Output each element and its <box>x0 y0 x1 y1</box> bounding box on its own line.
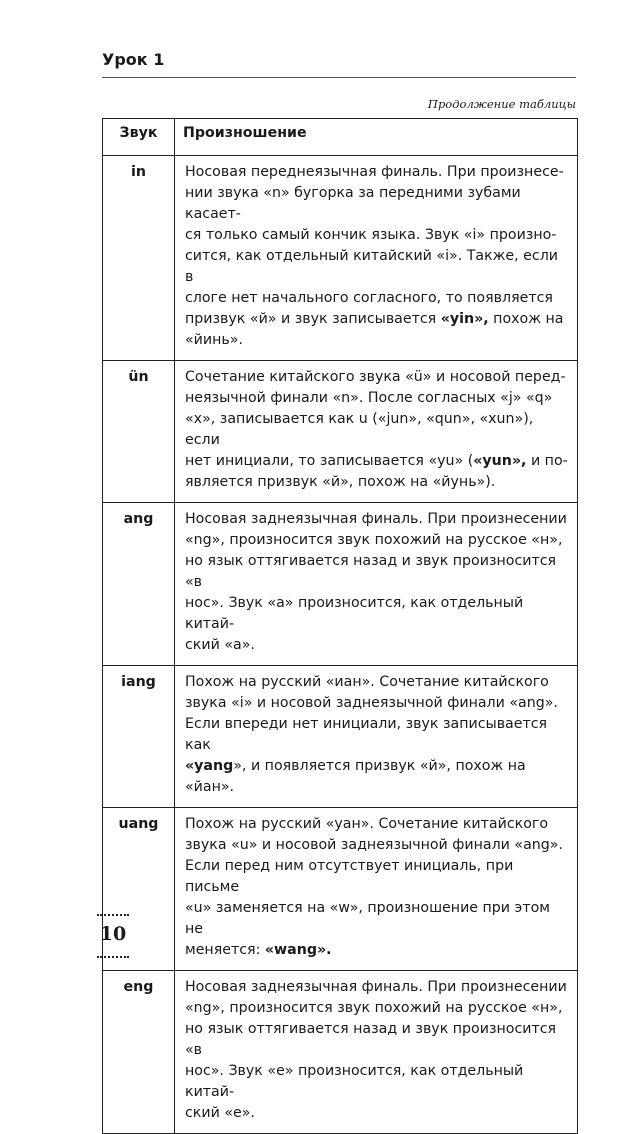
text-segment: слоге нет начального согласного, то появляется <box>185 290 553 306</box>
pronunciation-cell <box>175 808 578 971</box>
description-line <box>185 756 569 798</box>
sound-cell: in <box>103 156 175 361</box>
pronunciation-table <box>102 118 578 1134</box>
pronunciation-cell <box>175 666 578 808</box>
table-row <box>103 503 578 666</box>
text-segment: но язык оттягивается назад и звук произносится «в <box>185 1021 557 1058</box>
description-line <box>185 814 569 835</box>
text-segment: нет инициали, то записывается «yu» ( <box>185 453 474 469</box>
text-segment: », и появляется призвук «й», похож на «йан». <box>185 758 526 795</box>
table-row <box>103 156 578 361</box>
text-segment: нос». Звук «а» произносится, как отдельный китай- <box>185 595 524 632</box>
bold-term: «wang». <box>264 942 332 958</box>
text-segment: Если впереди нет инициали, звук записывается как <box>185 716 548 753</box>
description-line <box>185 288 569 309</box>
header-divider <box>102 77 576 78</box>
text-segment: меняется: <box>185 942 265 958</box>
description-line <box>185 388 569 409</box>
text-segment: Похож на русский «уан». Сочетание китайского <box>185 816 549 832</box>
bold-term: «yun», <box>473 453 527 469</box>
lesson-header: Урок 1 <box>102 50 165 69</box>
description-line <box>185 714 569 756</box>
table-row <box>103 666 578 808</box>
pronunciation-cell <box>175 503 578 666</box>
description-line <box>185 551 569 593</box>
text-segment: ский «е». <box>185 1105 255 1121</box>
pronunciation-cell <box>175 971 578 1134</box>
text-segment: но язык оттягивается назад и звук произносится «в <box>185 553 557 590</box>
text-segment: похож на <box>488 311 564 327</box>
text-segment: Если перед ним отсутствует инициаль, при письме <box>185 858 514 895</box>
text-segment: Сочетание китайского звука «ü» и носовой перед- <box>185 369 566 385</box>
description-line <box>185 593 569 635</box>
text-segment: является призвук «й», похож на «йунь»). <box>185 474 496 490</box>
description-line <box>185 1103 569 1124</box>
description-line <box>185 309 569 330</box>
text-segment: Носовая переднеязычная финаль. При произнесе- <box>185 164 564 180</box>
description-line <box>185 472 569 493</box>
description-line <box>185 693 569 714</box>
description-line <box>185 998 569 1019</box>
description-line <box>185 330 569 351</box>
description-line <box>185 856 569 898</box>
table-row <box>103 808 578 971</box>
text-segment: нии звука «n» бугорка за передними зубами касает- <box>185 185 521 222</box>
sound-cell: uang <box>103 808 175 971</box>
text-segment: и по- <box>526 453 568 469</box>
description-line <box>185 835 569 856</box>
description-line <box>185 367 569 388</box>
bold-term: «yang <box>185 758 234 774</box>
description-line <box>185 635 569 656</box>
table-row <box>103 361 578 503</box>
text-segment: «йинь». <box>185 332 243 348</box>
description-line <box>185 509 569 530</box>
table-continued-note: Продолжение таблицы <box>427 97 576 111</box>
pronunciation-cell <box>175 156 578 361</box>
description-line <box>185 183 569 225</box>
table-header-row <box>103 119 578 156</box>
description-line <box>185 672 569 693</box>
text-segment: Похож на русский «иан». Сочетание китайского <box>185 674 549 690</box>
pronunciation-cell <box>175 361 578 503</box>
text-segment: Носовая заднеязычная финаль. При произнесении <box>185 511 567 527</box>
text-segment: звука «i» и носовой заднеязычной финали «ang». <box>185 695 558 711</box>
description-line <box>185 451 569 472</box>
table-row <box>103 971 578 1134</box>
text-segment: призвук «й» и звук записывается <box>185 311 441 327</box>
sound-cell: iang <box>103 666 175 808</box>
text-segment: «x», записывается как u («jun», «qun», «xun»), если <box>185 411 534 448</box>
text-segment: неязычной финали «n». После согласных «j» «q» <box>185 390 553 406</box>
text-segment: «ng», произносится звук похожий на русское «н», <box>185 532 563 548</box>
text-segment: звука «u» и носовой заднеязычной финали «ang». <box>185 837 563 853</box>
column-header-sound: Звук <box>103 119 175 156</box>
text-segment: Носовая заднеязычная финаль. При произнесении <box>185 979 567 995</box>
text-segment: «ng», произносится звук похожий на русское «н», <box>185 1000 563 1016</box>
text-segment: сится, как отдельный китайский «i». Также, если в <box>185 248 558 285</box>
bold-term: «yin», <box>440 311 489 327</box>
sound-cell: ün <box>103 361 175 503</box>
description-line <box>185 1061 569 1103</box>
description-line <box>185 977 569 998</box>
column-header-pronunciation: Произношение <box>175 119 578 156</box>
sound-cell: eng <box>103 971 175 1134</box>
text-segment: ся только самый кончик языка. Звук «i» произно- <box>185 227 557 243</box>
description-line <box>185 898 569 940</box>
text-segment: нос». Звук «е» произносится, как отдельный китай- <box>185 1063 524 1100</box>
description-line <box>185 409 569 451</box>
text-segment: ский «а». <box>185 637 255 653</box>
text-segment: «u» заменяется на «w», произношение при этом не <box>185 900 550 937</box>
description-line <box>185 1019 569 1061</box>
description-line <box>185 162 569 183</box>
description-line <box>185 225 569 246</box>
description-line <box>185 530 569 551</box>
page-number: 10 <box>97 914 129 958</box>
description-line <box>185 940 569 961</box>
description-line <box>185 246 569 288</box>
sound-cell: ang <box>103 503 175 666</box>
table-body <box>103 156 578 1134</box>
